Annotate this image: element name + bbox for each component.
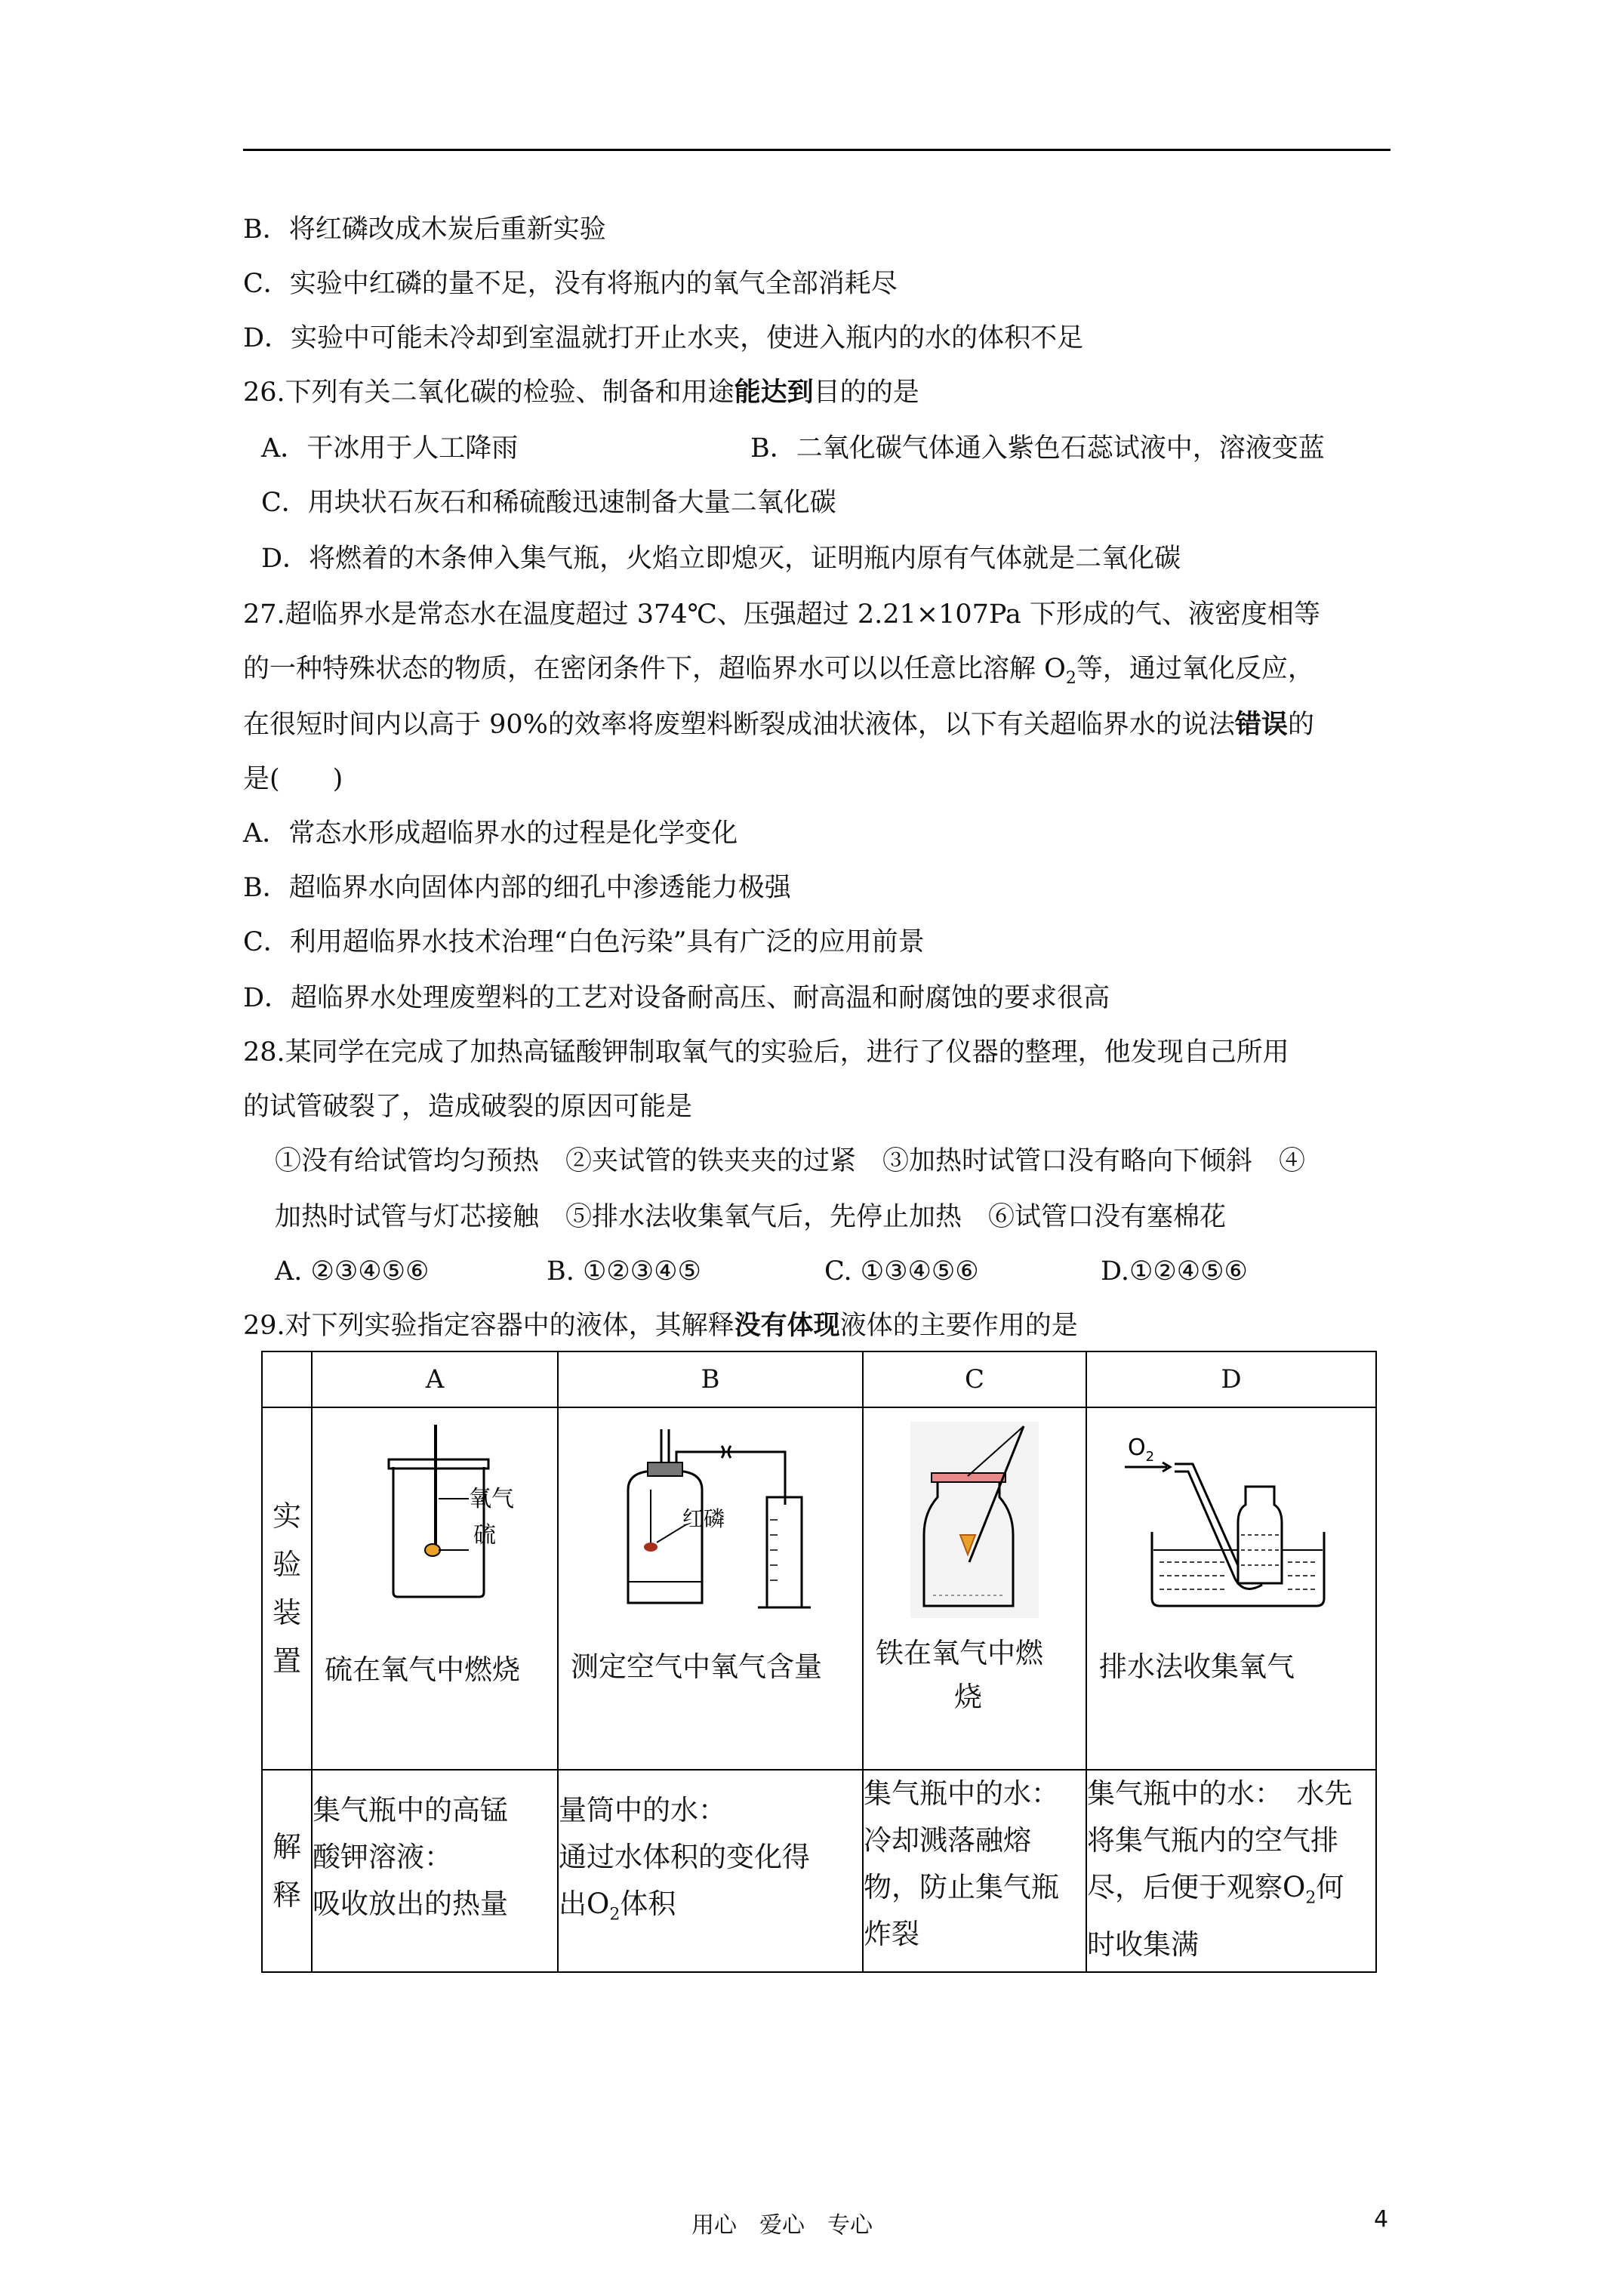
q26-option-b: B．二氧化碳气体通入紫色石蕊试液中，溶液变蓝 [750, 433, 1325, 464]
oxygen-content-figure [586, 1422, 835, 1618]
q29-stem: 29.对下列实验指定容器中的液体，其解释没有体现液体的主要作用的是 [243, 1310, 1078, 1341]
header-b: B [558, 1351, 863, 1407]
q26-stem: 26.下列有关二氧化碳的检验、制备和用途能达到目的的是 [243, 377, 919, 408]
iron-burning-figure [910, 1422, 1039, 1618]
q29-table [261, 1351, 1377, 1973]
q25-option-d: D．实验中可能未冷却到室温就打开止水夹，使进入瓶内的水的体积不足 [243, 323, 1084, 353]
q28-reasons-line2: 加热时试管与灯芯接触 ⑤排水法收集氧气后，先停止加热 ⑥试管口没有塞棉花 [275, 1202, 1227, 1232]
q27-stem-line1: 27.超临界水是常态水在温度超过 374℃、压强超过 2.21×107Pa 下形成的气、液密度相等 [243, 599, 1320, 630]
figure-label-phosphorus: 红磷 [682, 1506, 725, 1531]
figure-label-sulfur: 硫 [473, 1522, 496, 1549]
q26-option-c: C．用块状石灰石和稀硫酸迅速制备大量二氧化碳 [261, 488, 836, 518]
apparatus-d-cell [1086, 1407, 1376, 1770]
caption-d: 排水法收集氧气 [1099, 1650, 1295, 1683]
apparatus-a-cell [312, 1407, 558, 1770]
q28-option-a: A. ②③④⑤⑥ [275, 1256, 430, 1287]
q27-stem-line3: 在很短时间内以高于 90%的效率将废塑料断裂成油状液体，以下有关超临界水的说法错误的 [243, 709, 1314, 740]
sulfur-burning-figure [340, 1422, 529, 1610]
explanation-b: 量筒中的水： 通过水体积的变化得 出$O_2$体积 [558, 1770, 863, 1972]
q27-stem-line4: 是( ) [243, 764, 343, 794]
q27-option-d: D．超临界水处理废塑料的工艺对设备耐高压、耐高温和耐腐蚀的要求很高 [243, 983, 1110, 1013]
q28-reasons-line1: ①没有给试管均匀预热 ②夹试管的铁夹夹的过紧 ③加热时试管口没有略向下倾斜 ④ [275, 1146, 1306, 1176]
row-label-apparatus: 实 验 装 置 [262, 1407, 312, 1770]
q28-option-d: D.①②④⑤⑥ [1101, 1256, 1248, 1287]
row-label-explanation: 解 释 [262, 1770, 312, 1972]
explanation-c: 集气瓶中的水： 冷却溅落融熔 物，防止集气瓶 炸裂 [863, 1770, 1086, 1972]
apparatus-c-cell [863, 1407, 1086, 1770]
water-displacement-figure [1114, 1422, 1348, 1618]
figure-label-oxygen: 氧气 [469, 1486, 514, 1512]
footer-motto: 用心 爱心 专心 [691, 2212, 873, 2239]
table-corner-cell [262, 1351, 312, 1407]
q27-option-c: C．利用超临界水技术治理“白色污染”具有广泛的应用前景 [243, 927, 925, 957]
q28-stem-line1: 28.某同学在完成了加热高锰酸钾制取氧气的实验后，进行了仪器的整理，他发现自己所用 [243, 1037, 1289, 1068]
page-number: 4 [1374, 2206, 1389, 2233]
q26-option-a: A．干冰用于人工降雨 [261, 433, 519, 464]
header-rule [243, 149, 1390, 151]
q27-stem-line2: 的一种特殊状态的物质，在密闭条件下，超临界水可以以任意比溶解 $O_2$等，通过氧化反应， [243, 654, 1314, 688]
caption-c: 铁在氧气中燃 烧 [876, 1637, 1043, 1713]
q28-stem-line2: 的试管破裂了，造成破裂的原因可能是 [243, 1092, 693, 1122]
header-c: C [863, 1351, 1086, 1407]
caption-a: 硫在氧气中燃烧 [325, 1653, 520, 1686]
q26-option-d: D．将燃着的木条伸入集气瓶，火焰立即熄灭，证明瓶内原有气体就是二氧化碳 [261, 544, 1181, 574]
explanation-d: 集气瓶中的水： 水先 将集气瓶内的空气排 尽，后便于观察$O_2$何 时收集满 [1086, 1770, 1376, 1972]
q27-option-a: A．常态水形成超临界水的过程是化学变化 [243, 818, 738, 849]
caption-b: 测定空气中氧气含量 [571, 1650, 822, 1683]
q27-option-b: B．超临界水向固体内部的细孔中渗透能力极强 [243, 873, 791, 903]
header-a: A [312, 1351, 558, 1407]
q28-option-b: B. ①②③④⑤ [547, 1256, 701, 1287]
q25-option-c: C．实验中红磷的量不足，没有将瓶内的氧气全部消耗尽 [243, 269, 898, 299]
explanation-a: 集气瓶中的高锰 酸钾溶液： 吸收放出的热量 [312, 1770, 558, 1972]
figure-label-o2: $O_2$ [1128, 1435, 1155, 1465]
q28-option-c: C. ①③④⑤⑥ [824, 1256, 979, 1287]
q25-option-b: B．将红磷改成木炭后重新实验 [243, 214, 606, 245]
header-d: D [1086, 1351, 1376, 1407]
apparatus-b-cell [558, 1407, 863, 1770]
